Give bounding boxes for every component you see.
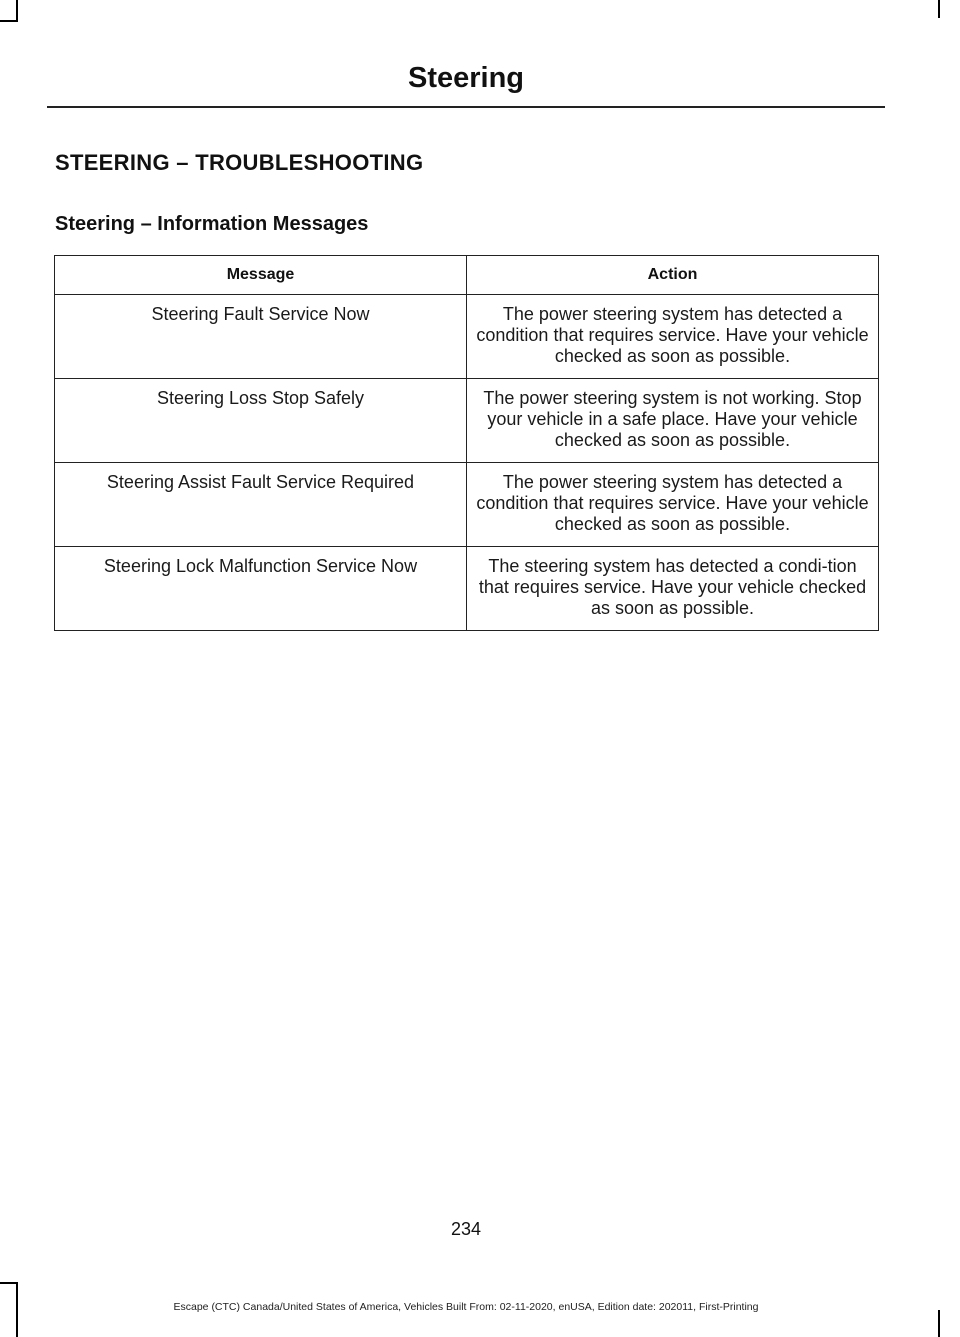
action-cell: The power steering system has detected a condition that requires service. Have your vehicle checked as soon as possible.	[467, 295, 879, 379]
table-row	[55, 379, 879, 463]
information-messages-table	[54, 255, 879, 631]
header-divider	[47, 106, 885, 108]
crop-mark	[16, 0, 18, 20]
page-number: 234	[450, 1219, 482, 1239]
column-header-action: Action	[467, 256, 879, 295]
table-header-row	[55, 256, 879, 295]
action-cell: The power steering system is not working. Stop your vehicle in a safe place. Have your vehicle checked as soon as possible.	[467, 379, 879, 463]
table-row	[55, 547, 879, 631]
crop-mark	[938, 1310, 940, 1337]
crop-mark	[0, 1282, 18, 1284]
subsection-title: Steering – Information Messages	[55, 213, 369, 235]
message-cell: Steering Loss Stop Safely	[55, 379, 467, 463]
message-cell: Steering Fault Service Now	[55, 295, 467, 379]
page-header-title: Steering	[407, 62, 525, 94]
column-header-message: Message	[55, 256, 467, 295]
crop-mark	[0, 20, 18, 22]
footer-text: Escape (CTC) Canada/United States of America, Vehicles Built From: 02-11-2020, enUSA, Edition date: 202011, First-Printing	[173, 1301, 759, 1313]
table-row	[55, 463, 879, 547]
message-cell: Steering Assist Fault Service Required	[55, 463, 467, 547]
action-cell: The steering system has detected a condi-tion that requires service. Have your vehicle checked as soon as possible.	[467, 547, 879, 631]
message-cell: Steering Lock Malfunction Service Now	[55, 547, 467, 631]
table-row	[55, 295, 879, 379]
action-cell: The power steering system has detected a condition that requires service. Have your vehicle checked as soon as possible.	[467, 463, 879, 547]
crop-mark	[938, 0, 940, 18]
section-title: STEERING – TROUBLESHOOTING	[55, 150, 424, 175]
